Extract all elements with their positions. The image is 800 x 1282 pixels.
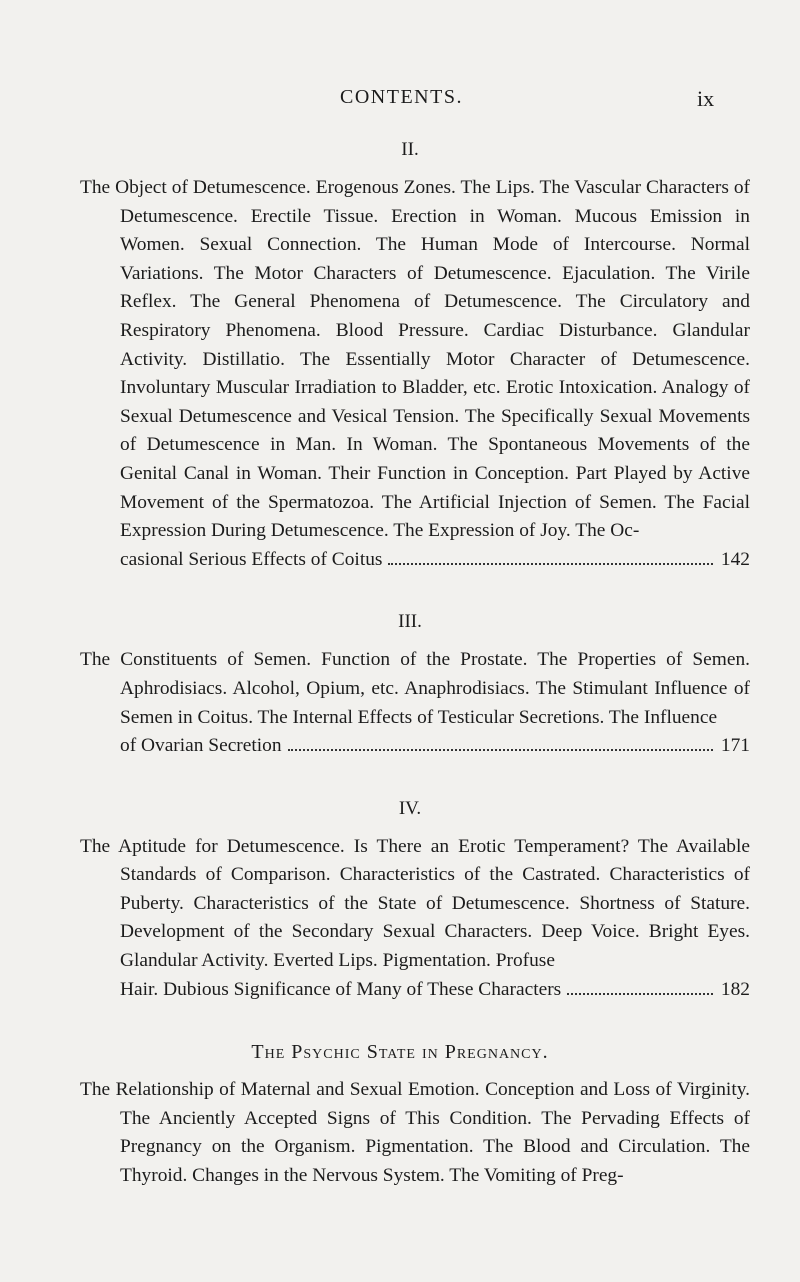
section-heading: IV. (398, 797, 422, 819)
entry-last-text: of Ovarian Secretion (120, 735, 282, 757)
toc-entry (80, 646, 750, 760)
entry-text: The Relationship of Maternal and Sexual Emotion. Conception and Loss of Virginity. The Anciently Accepted Signs of This Condition. The Pervading Effects of Pregnancy on the Organism. Pigmentation. The Blood and Circulation. The Thyroid. Changes in the Nervous System. The Vomiting of Preg- (80, 1079, 750, 1187)
section-iii (0, 608, 800, 760)
entry-last-line (120, 976, 750, 1005)
dot-leader (567, 992, 713, 995)
entry-page-number: 171 (720, 735, 750, 757)
running-header (0, 86, 800, 114)
toc-entry (80, 833, 750, 1005)
entry-text: The Aptitude for Detumescence. Is There an Erotic Temperament? The Available Standards of Comparison. Characteristics of the Castrated. Characteristics of Puberty. Characteristics of the State of Detumescence. Shortness of Stature. Development of the Secondary Sexual Characters. Deep Voice. Bright Eyes. Glandular Activity. Everted Lips. Pigmentation. Profuse (80, 835, 750, 972)
entry-last-text: Hair. Dubious Significance of Many of These Characters (120, 978, 562, 1000)
contents-body (0, 136, 800, 1225)
section-heading: The Psychic State in Pregnancy. (251, 1041, 549, 1064)
running-title: CONTENTS. (340, 86, 463, 108)
entry-text: The Constituents of Semen. Function of the Prostate. The Properties of Semen. Aphrodisiacs. Alcohol, Opium, etc. Anaphrodisiacs. The Stimulant Influence of Semen in Coitus. The Internal Effects of Testicular Secretions. The Influence (80, 649, 750, 728)
dot-leader (388, 562, 712, 565)
entry-last-text: casional Serious Effects of Coitus (120, 548, 383, 570)
entry-page-number: 182 (720, 978, 750, 1000)
dot-leader (288, 748, 713, 751)
entry-page-number: 142 (720, 548, 750, 570)
entry-last-line (120, 732, 750, 761)
section-heading: II. (401, 139, 419, 160)
entry-text: The Object of Detumescence. Erogenous Zones. The Lips. The Vascular Characters of Detumescence. Erectile Tissue. Erection in Woman. Mucous Emission in Women. Sexual Connection. The Human Mode of Intercourse. Normal Variations. The Motor Characters of Detumescence. Ejaculation. The Virile Reflex. The General Phenomena of Detumescence. The Circulatory and Respiratory Phenomena. Blood Pressure. Cardiac Disturbance. Glandular Activity. Distillatio. The Essentially Motor Character of Detumescence. Involuntary Muscular Irradiation to Bladder, etc. Erotic Intoxication. Analogy of Sexual Detumescence and Vesical Tension. The Specifically Sexual Movements of Detumescence in Man. In Woman. The Spontaneous Movements of the Genital Canal in Woman. Their Function in Conception. Part Played by Active Movement of the Spermatozoa. The Artificial Injection of Semen. The Facial Expression During Detumescence. The Expression of Joy. The Oc- (80, 177, 750, 542)
toc-entry (80, 1076, 750, 1190)
toc-entry (80, 174, 750, 574)
section-ii (0, 136, 800, 574)
section-pregnancy (0, 1038, 800, 1190)
entry-last-line (120, 546, 750, 575)
section-iv (0, 795, 800, 1005)
page-number: ix (697, 86, 715, 111)
section-heading: III. (398, 611, 422, 633)
